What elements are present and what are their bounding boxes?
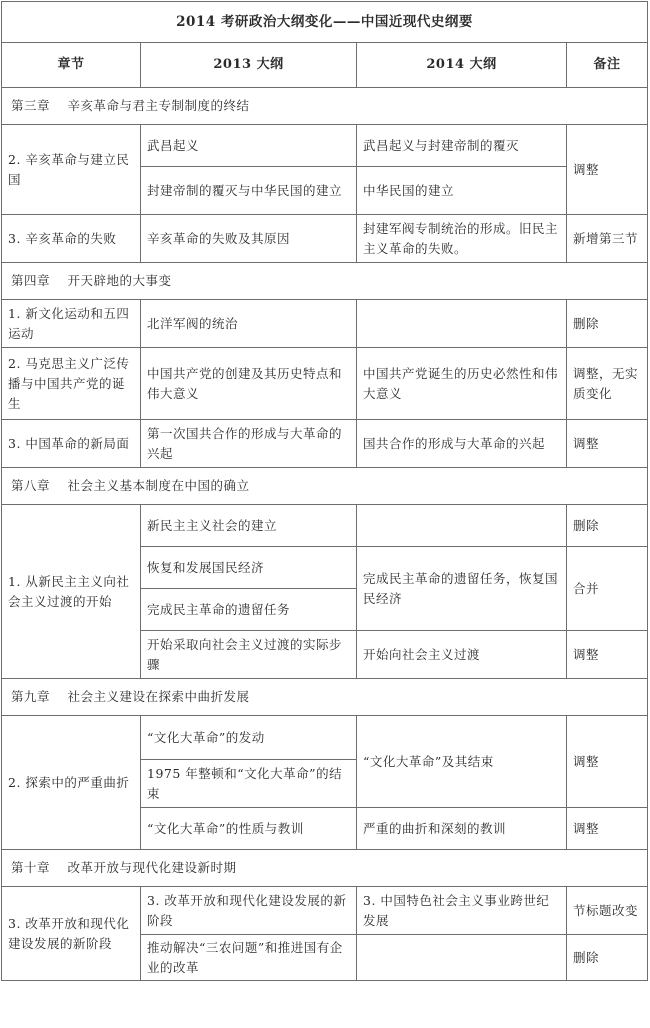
note-cell: 节标题改变 bbox=[567, 887, 648, 935]
header-note: 备注 bbox=[567, 43, 648, 88]
table-row bbox=[2, 716, 648, 760]
outline-2013-cell: 完成民主革命的遗留任务 bbox=[141, 589, 357, 631]
outline-2013-cell: “文化大革命”的性质与教训 bbox=[141, 808, 357, 850]
section-label: 2. 探索中的严重曲折 bbox=[2, 716, 141, 850]
note-cell: 删除 bbox=[567, 505, 648, 547]
table-row bbox=[2, 300, 648, 348]
chapter-title-3: 第三章 辛亥革命与君主专制制度的终结 bbox=[2, 88, 648, 125]
outline-2013-cell: 恢复和发展国民经济 bbox=[141, 547, 357, 589]
outline-2014-cell: 严重的曲折和深刻的教训 bbox=[357, 808, 567, 850]
table-row bbox=[2, 215, 648, 263]
chapter-row-8 bbox=[2, 468, 648, 505]
note-cell: 调整 bbox=[567, 808, 648, 850]
table-title: 2014 考研政治大纲变化——中国近现代史纲要 bbox=[2, 2, 648, 43]
section-label: 1. 新文化运动和五四运动 bbox=[2, 300, 141, 348]
section-label: 2. 马克思主义广泛传播与中国共产党的诞生 bbox=[2, 348, 141, 420]
outline-2014-cell: 中华民国的建立 bbox=[357, 167, 567, 215]
header-chapter: 章节 bbox=[2, 43, 141, 88]
note-cell: 调整 bbox=[567, 716, 648, 808]
outline-2013-cell: “文化大革命”的发动 bbox=[141, 716, 357, 760]
chapter-title-10: 第十章 改革开放与现代化建设新时期 bbox=[2, 850, 648, 887]
header-2014: 2014 大纲 bbox=[357, 43, 567, 88]
outline-2013-cell: 开始采取向社会主义过渡的实际步骤 bbox=[141, 631, 357, 679]
note-cell: 删除 bbox=[567, 935, 648, 981]
table-row bbox=[2, 887, 648, 935]
header-2013: 2013 大纲 bbox=[141, 43, 357, 88]
outline-2014-cell: 中国共产党诞生的历史必然性和伟大意义 bbox=[357, 348, 567, 420]
table-row bbox=[2, 348, 648, 420]
chapter-title-9: 第九章 社会主义建设在探索中曲折发展 bbox=[2, 679, 648, 716]
outline-2013-cell: 3. 改革开放和现代化建设发展的新阶段 bbox=[141, 887, 357, 935]
chapter-title-8: 第八章 社会主义基本制度在中国的确立 bbox=[2, 468, 648, 505]
outline-2014-cell: 封建军阀专制统治的形成。旧民主主义革命的失败。 bbox=[357, 215, 567, 263]
outline-2014-cell: 开始向社会主义过渡 bbox=[357, 631, 567, 679]
section-label: 3. 改革开放和现代化建设发展的新阶段 bbox=[2, 887, 141, 981]
note-cell: 调整 bbox=[567, 631, 648, 679]
outline-2013-cell: 新民主主义社会的建立 bbox=[141, 505, 357, 547]
note-cell: 调整 bbox=[567, 420, 648, 468]
note-cell: 新增第三节 bbox=[567, 215, 648, 263]
note-cell: 调整，无实质变化 bbox=[567, 348, 648, 420]
table-row bbox=[2, 505, 648, 547]
outline-2014-cell bbox=[357, 505, 567, 547]
outline-2014-cell: 国共合作的形成与大革命的兴起 bbox=[357, 420, 567, 468]
chapter-row-10 bbox=[2, 850, 648, 887]
title-row bbox=[2, 2, 648, 43]
syllabus-comparison-table bbox=[1, 1, 648, 981]
outline-2014-cell: 完成民主革命的遗留任务，恢复国民经济 bbox=[357, 547, 567, 631]
chapter-row-4 bbox=[2, 263, 648, 300]
outline-2013-cell: 中国共产党的创建及其历史特点和伟大意义 bbox=[141, 348, 357, 420]
section-label: 1. 从新民主主义向社会主义过渡的开始 bbox=[2, 505, 141, 679]
outline-2013-cell: 1975 年整顿和“文化大革命”的结束 bbox=[141, 760, 357, 808]
chapter-row-3 bbox=[2, 88, 648, 125]
outline-2013-cell: 封建帝制的覆灭与中华民国的建立 bbox=[141, 167, 357, 215]
section-label: 3. 中国革命的新局面 bbox=[2, 420, 141, 468]
note-cell: 删除 bbox=[567, 300, 648, 348]
outline-2013-cell: 武昌起义 bbox=[141, 125, 357, 167]
section-label: 3. 辛亥革命的失败 bbox=[2, 215, 141, 263]
outline-2014-cell: “文化大革命”及其结束 bbox=[357, 716, 567, 808]
outline-2013-cell: 辛亥革命的失败及其原因 bbox=[141, 215, 357, 263]
header-row bbox=[2, 43, 648, 88]
chapter-row-9 bbox=[2, 679, 648, 716]
note-cell: 调整 bbox=[567, 125, 648, 215]
outline-2014-cell: 武昌起义与封建帝制的覆灭 bbox=[357, 125, 567, 167]
outline-2013-cell: 北洋军阀的统治 bbox=[141, 300, 357, 348]
chapter-title-4: 第四章 开天辟地的大事变 bbox=[2, 263, 648, 300]
outline-2014-cell bbox=[357, 300, 567, 348]
table-row bbox=[2, 125, 648, 167]
note-cell: 合并 bbox=[567, 547, 648, 631]
outline-2013-cell: 第一次国共合作的形成与大革命的兴起 bbox=[141, 420, 357, 468]
section-label: 2. 辛亥革命与建立民国 bbox=[2, 125, 141, 215]
table-row bbox=[2, 420, 648, 468]
outline-2013-cell: 推动解决“三农问题”和推进国有企业的改革 bbox=[141, 935, 357, 981]
outline-2014-cell bbox=[357, 935, 567, 981]
outline-2014-cell: 3. 中国特色社会主义事业跨世纪发展 bbox=[357, 887, 567, 935]
